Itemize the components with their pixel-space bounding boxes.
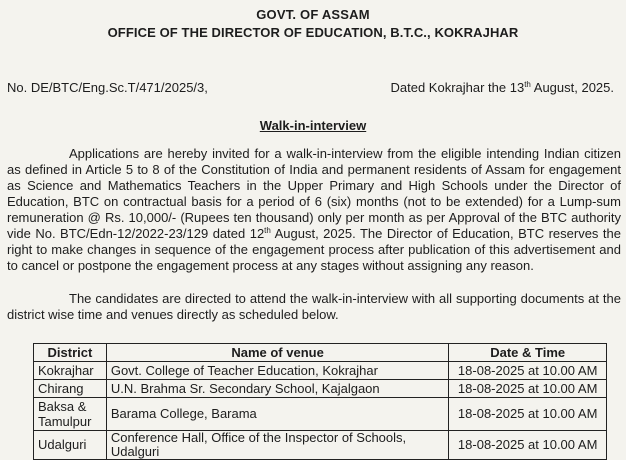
cell-venue: Barama College, Barama xyxy=(106,398,449,431)
cell-venue: U.N. Brahma Sr. Secondary School, Kajalgaon xyxy=(106,380,449,398)
table-header-row xyxy=(34,344,607,362)
cell-venue: Govt. College of Teacher Education, Kokrajhar xyxy=(106,362,449,380)
header-district: District xyxy=(34,344,107,362)
reference-number: No. DE/BTC/Eng.Sc.T/471/2025/3, xyxy=(7,80,208,95)
dated-prefix: Dated Kokrajhar the 13 xyxy=(390,80,525,95)
dated-sup: th xyxy=(524,80,531,89)
cell-date-time: 18-08-2025 at 10.00 AM xyxy=(449,398,607,431)
paragraph-1 xyxy=(7,146,621,274)
cell-district: Chirang xyxy=(34,380,107,398)
cell-district: Kokrajhar xyxy=(34,362,107,380)
cell-date-time: 18-08-2025 at 10.00 AM xyxy=(449,431,607,460)
table-row xyxy=(34,380,607,398)
dated-suffix: August, 2025. xyxy=(530,80,614,95)
venue-table xyxy=(33,343,607,460)
subject-title: Walk-in-interview xyxy=(259,118,367,133)
cell-date-time: 18-08-2025 at 10.00 AM xyxy=(449,380,607,398)
header-line-1: GOVT. OF ASSAM xyxy=(256,7,370,22)
table-row xyxy=(34,431,607,460)
cell-district: Udalguri xyxy=(34,431,107,460)
cell-district: Baksa & Tamulpur xyxy=(34,398,107,431)
header-venue: Name of venue xyxy=(106,344,449,362)
header-date-time: Date & Time xyxy=(449,344,607,362)
paragraph-1-part1: Applications are hereby invited for a walk-in-interview from the eligible intending Indian citizen as defined in Article 5 to 8 of the Constitution of India and permanent residents of Assam for engagement as Science and Mathematics Teachers in the Upper Primary and High Schools under the Director of Education, BTC on contractual basis for a period of 6 (six) months (not to be extended) for a Lump-sum remuneration @ Rs. 10,000/- (Rupees ten thousand) only per month as per Approval of the BTC authority vide No. BTC/Edn-12/2022-23/129 dated 12 xyxy=(7,146,621,241)
table-row xyxy=(34,362,607,380)
cell-venue: Conference Hall, Office of the Inspector of Schools, Udalguri xyxy=(106,431,449,460)
cell-date-time: 18-08-2025 at 10.00 AM xyxy=(449,362,607,380)
header-line-2: OFFICE OF THE DIRECTOR OF EDUCATION, B.T.C., KOKRAJHAR xyxy=(107,25,519,40)
paragraph-1-part2: August, 2025. The Director of Education, BTC reserves the right to make changes in sequence of the engagement process after publication of this advertisement and to cancel or postpone the engagement process at any stages without assigning any reason. xyxy=(7,226,621,273)
dated-line xyxy=(391,80,615,95)
table-row xyxy=(34,398,607,431)
paragraph-2: The candidates are directed to attend the walk-in-interview with all supporting documents at the district wise time and venues directly as scheduled below. xyxy=(7,291,621,322)
paragraph-1-sup: th xyxy=(264,226,271,235)
